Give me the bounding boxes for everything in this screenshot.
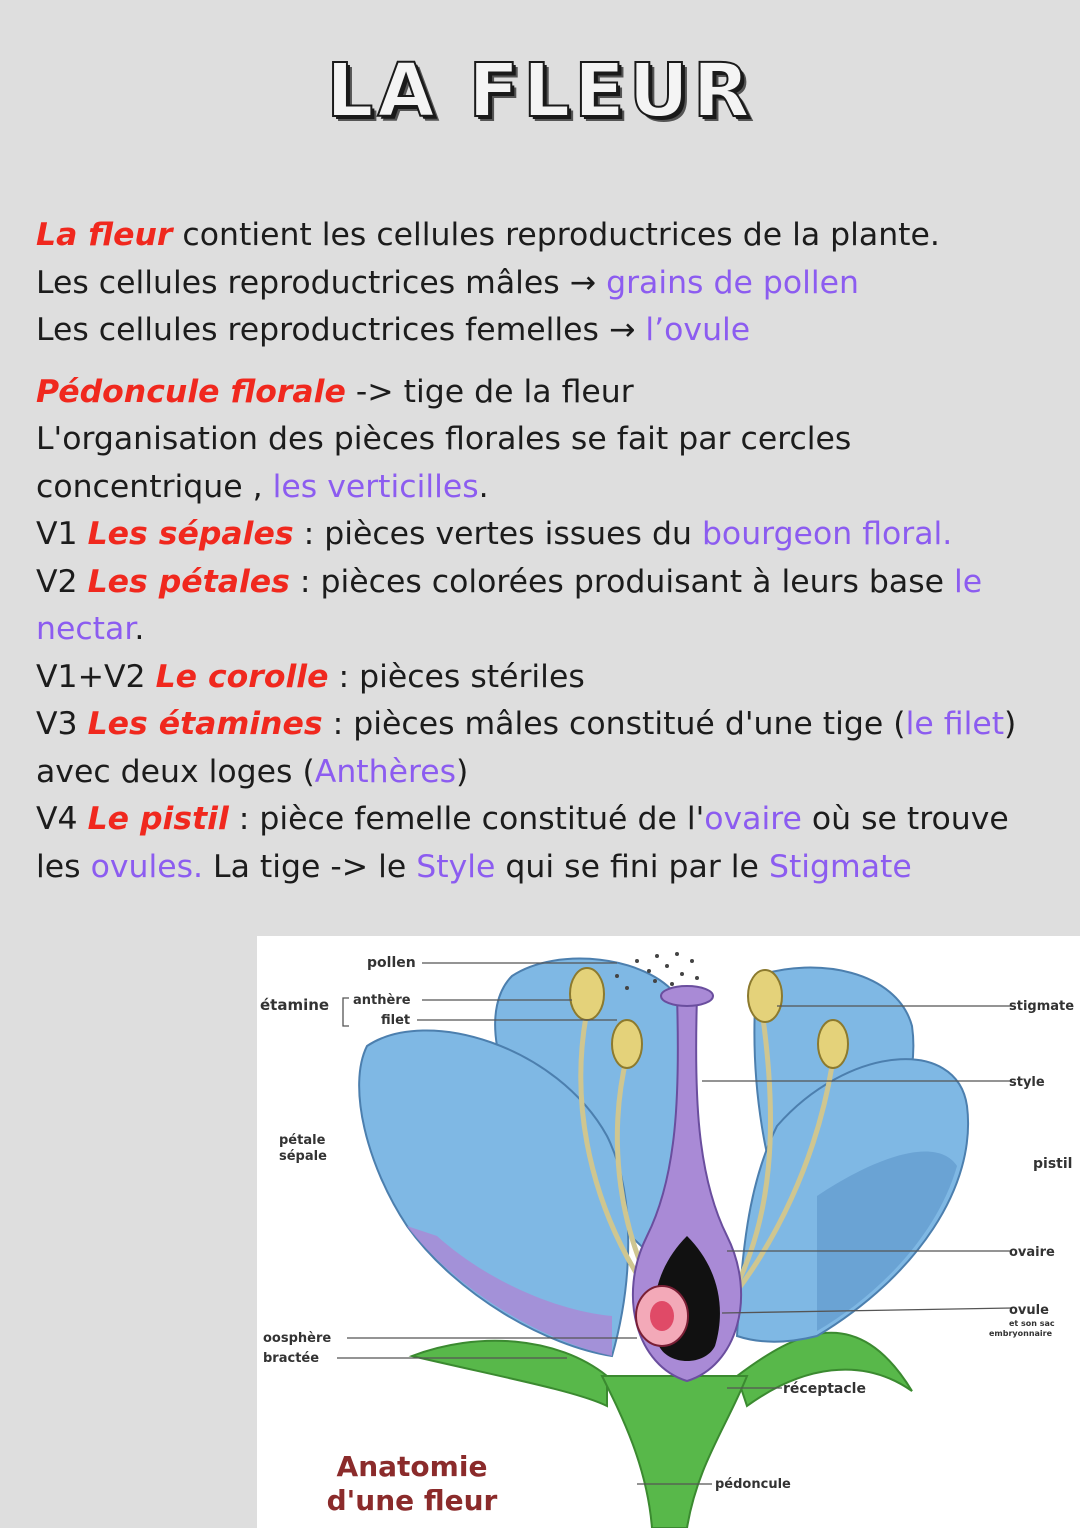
term-corolle: Le corolle [155, 658, 329, 695]
label-pedoncule: pédoncule [715, 1477, 791, 1492]
intro-line-1-text: contient les cellules reproductrices de la plante. [172, 217, 940, 253]
flower-illustration [257, 936, 1080, 1528]
v3-mid: ) avec deux loges ( [36, 706, 1017, 790]
label-stigmate: stigmate [1009, 999, 1075, 1014]
highlight-stigmate: Stigmate [768, 848, 912, 885]
label-ovule-sub-1: et son sac [1009, 1319, 1055, 1328]
anther-3 [748, 970, 782, 1022]
label-bractee: bractée [263, 1351, 320, 1366]
label-ovule-sub-2: embryonnaire [989, 1329, 1053, 1338]
v4-prefix: V4 [36, 801, 88, 837]
v1-line [36, 511, 1046, 559]
v2-end: . [134, 611, 145, 647]
pedoncule-line [36, 369, 1046, 417]
sepal-shape [412, 1341, 607, 1406]
label-style: style [1009, 1075, 1045, 1090]
flower-anatomy-diagram [257, 936, 1080, 1528]
pedoncule-text: -> tige de la fleur [345, 373, 634, 410]
v4-text-4: qui se fini par le [495, 848, 769, 885]
label-ovule: ovule [1009, 1303, 1049, 1318]
label-pistil: pistil [1033, 1156, 1073, 1172]
label-anthere: anthère [353, 993, 411, 1008]
highlight-ovules: ovules. [90, 848, 203, 885]
intro-line-1 [36, 212, 1046, 260]
term-etamines: Les étamines [87, 706, 323, 742]
v4-text-2: où se trouve les [36, 801, 1009, 885]
v2-text: : pièces colorées produisant à leurs base [289, 563, 955, 600]
intro-line-2-text: Les cellules reproductrices mâles → [36, 264, 607, 301]
highlight-style: Style [416, 848, 496, 885]
diagram-caption-line-2: d'une fleur [326, 1484, 498, 1517]
v2-paragraph [36, 559, 1046, 654]
intro-line-3 [36, 307, 1046, 355]
v4-text-3: La tige -> le [203, 848, 417, 885]
paragraph-gap [36, 355, 1046, 369]
label-ovaire: ovaire [1009, 1245, 1055, 1260]
label-receptacle: réceptacle [783, 1381, 866, 1397]
label-etamine: étamine [260, 996, 330, 1014]
v1v2-line [36, 654, 1046, 702]
term-la-fleur: La fleur [36, 217, 173, 253]
v3-text: : pièces mâles constitué d'une tige ( [322, 706, 906, 742]
v1-text: : pièces vertes issues du [293, 516, 702, 552]
stigma-shape [661, 986, 713, 1006]
label-oosphere: oosphère [263, 1331, 332, 1346]
v3-paragraph [36, 701, 1046, 796]
highlight-bourgeon-floral: bourgeon floral. [701, 516, 953, 552]
anther-4 [818, 1020, 848, 1068]
highlight-ovule: l’ovule [645, 312, 751, 348]
label-pollen: pollen [367, 955, 416, 971]
page-title: LA FLEUR [326, 48, 754, 134]
diagram-caption-line-1: Anatomie [336, 1450, 488, 1483]
anther-2 [612, 1020, 642, 1068]
label-petale: pétale [279, 1133, 326, 1148]
term-pistil: Le pistil [87, 801, 229, 837]
term-sepales: Les sépales [87, 516, 294, 552]
intro-line-2 [36, 260, 1046, 308]
term-pedoncule: Pédoncule florale [36, 373, 346, 410]
v2-prefix: V2 [36, 563, 88, 600]
embryo-sac-shape [650, 1301, 674, 1331]
course-text [36, 212, 1046, 891]
highlight-nectar: le nectar [36, 563, 983, 647]
anther-1 [570, 968, 604, 1020]
v1v2-text: : pièces stériles [328, 658, 585, 695]
v1v2-prefix: V1+V2 [36, 658, 156, 695]
v3-prefix: V3 [36, 706, 88, 742]
highlight-verticilles: les verticilles [272, 468, 479, 505]
highlight-antheres: Anthères [314, 753, 457, 790]
highlight-filet: le filet [905, 706, 1005, 742]
term-petales: Les pétales [87, 563, 290, 600]
organisation-end: . [478, 468, 489, 505]
organisation-text: L'organisation des pièces florales se fait par cercles concentrique , [36, 421, 852, 505]
v4-text: : pièce femelle constitué de l' [228, 801, 705, 837]
label-filet: filet [381, 1013, 411, 1028]
highlight-ovaire: ovaire [704, 801, 802, 837]
label-sepale: sépale [279, 1149, 327, 1164]
highlight-grains-de-pollen: grains de pollen [606, 264, 859, 301]
intro-line-3-text: Les cellules reproductrices femelles → [36, 312, 646, 348]
peduncle-shape [602, 1376, 747, 1528]
v3-end: ) [456, 753, 469, 790]
v1-prefix: V1 [36, 516, 88, 552]
v4-paragraph [36, 796, 1046, 891]
organisation-paragraph [36, 416, 1046, 511]
